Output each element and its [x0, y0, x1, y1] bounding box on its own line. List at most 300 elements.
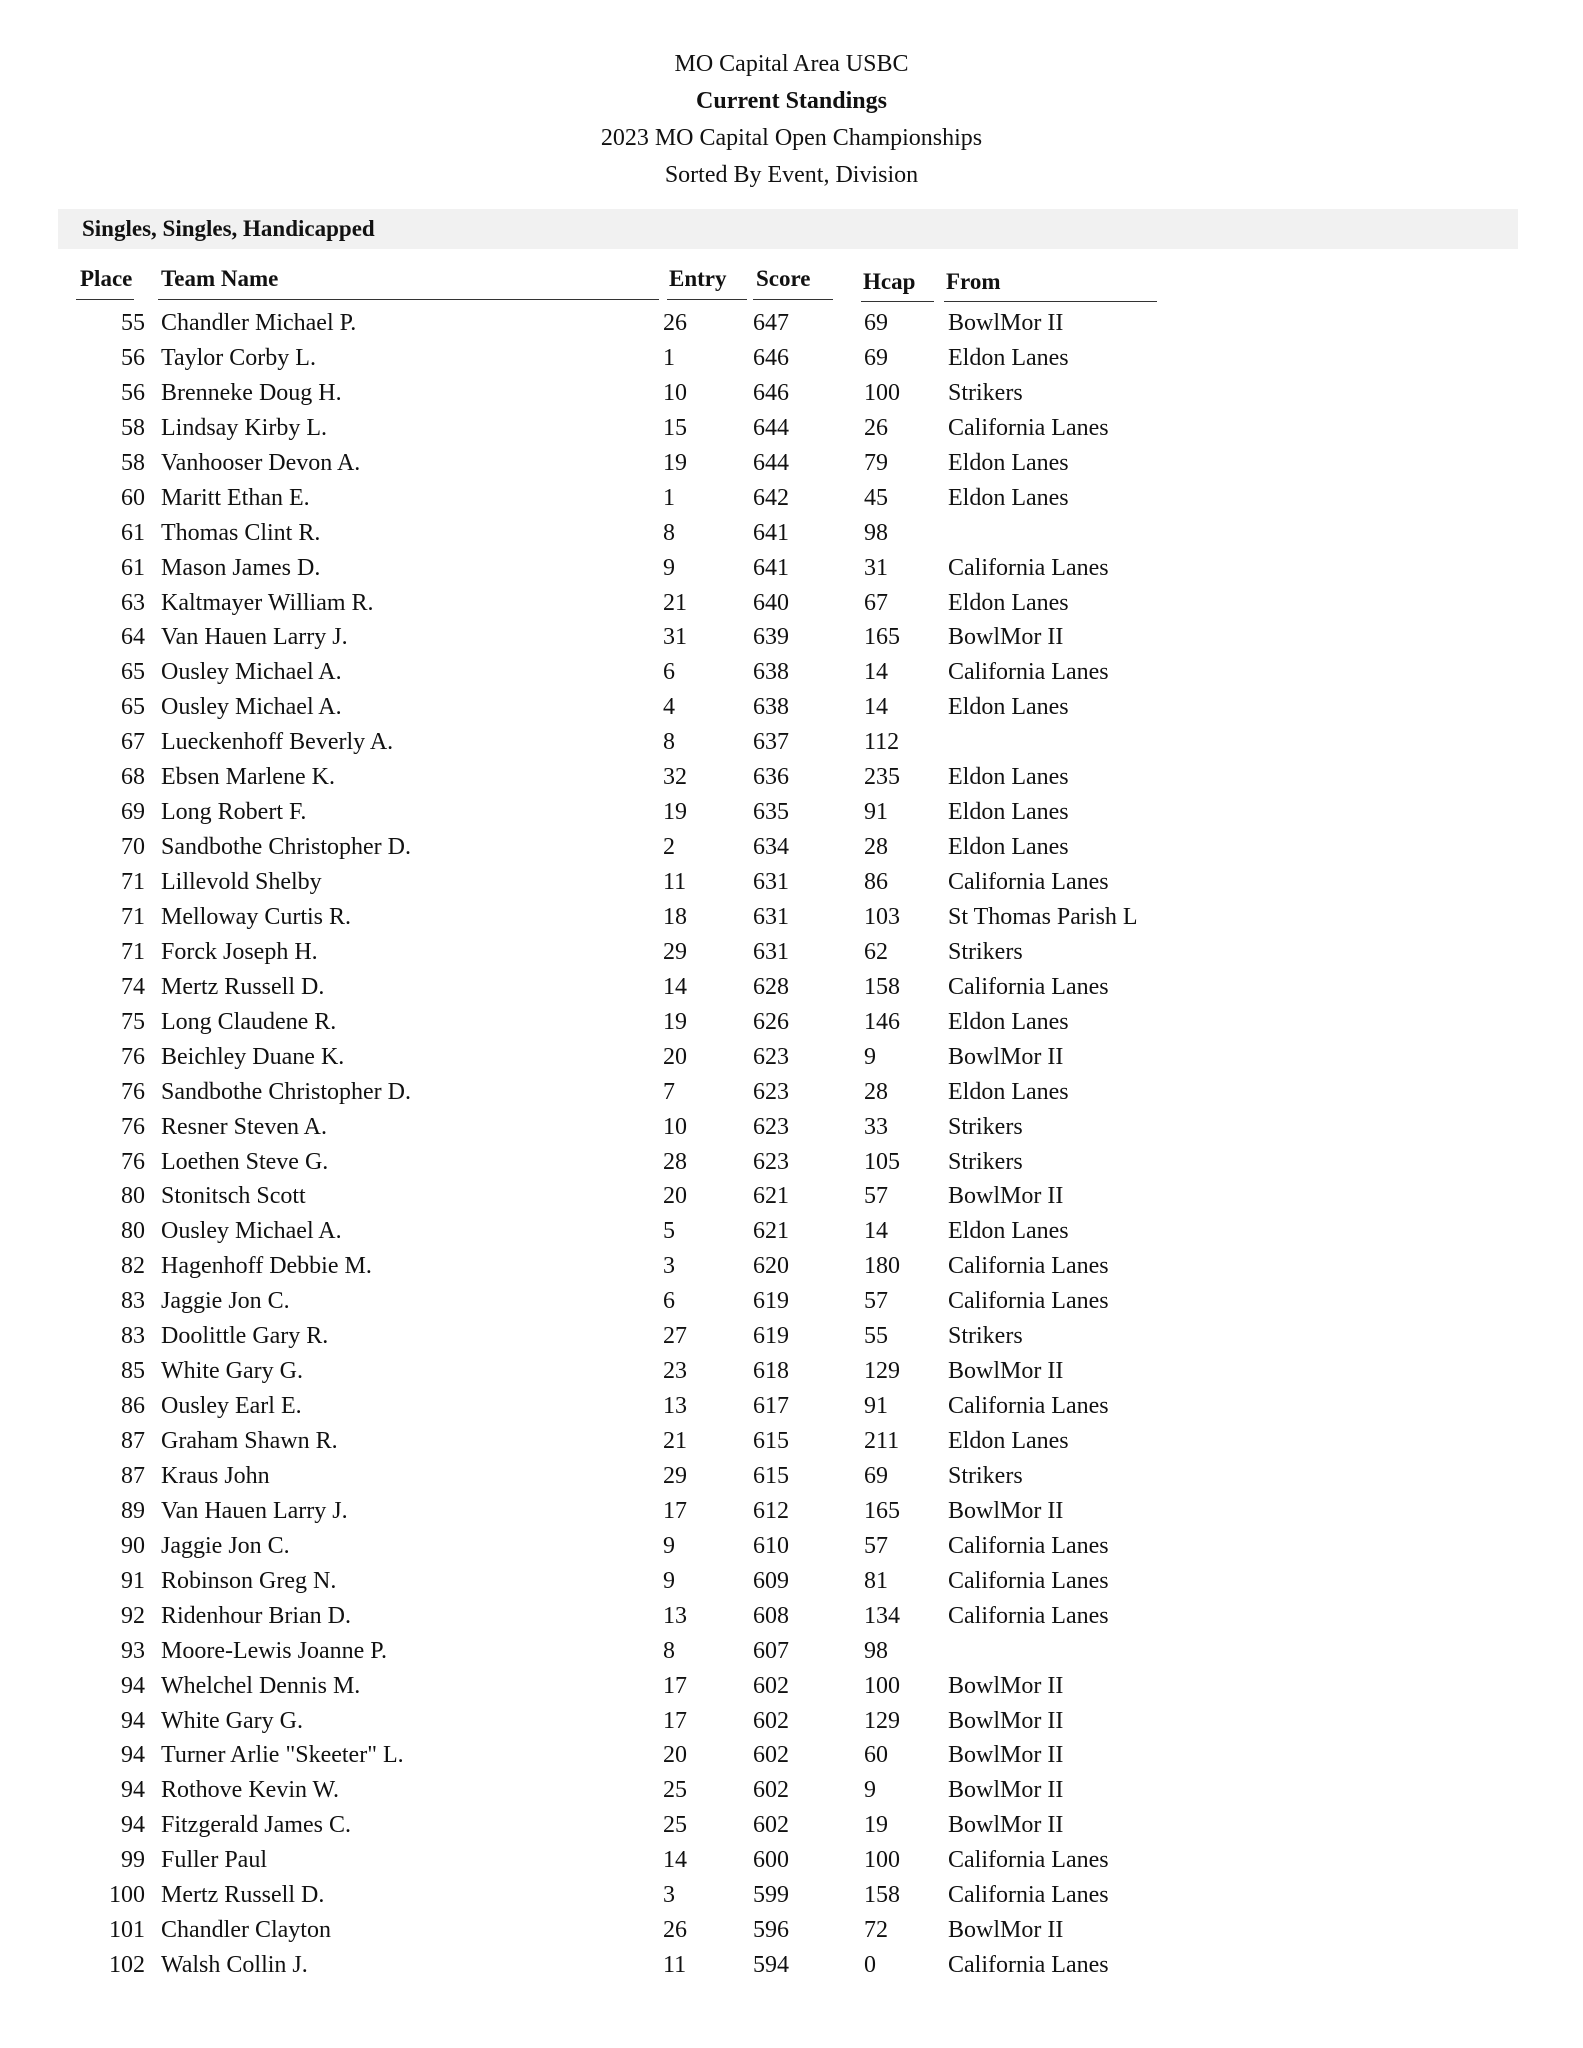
team-name-cell: Ridenhour Brian D. — [161, 1602, 351, 1629]
hcap-cell: 235 — [864, 764, 900, 791]
hcap-cell: 9 — [864, 1043, 876, 1070]
score-cell: 631 — [753, 903, 789, 930]
table-row — [0, 1354, 1583, 1389]
section-bar — [58, 209, 1518, 249]
place-cell: 76 — [121, 1078, 145, 1105]
team-name-cell: Whelchel Dennis M. — [161, 1672, 361, 1699]
place-cell: 65 — [121, 694, 145, 721]
header-rule-team-name — [158, 299, 659, 300]
team-name-cell: Hagenhoff Debbie M. — [161, 1253, 372, 1280]
hcap-cell: 19 — [864, 1812, 888, 1839]
place-cell: 83 — [121, 1323, 145, 1350]
from-cell: Eldon Lanes — [948, 799, 1069, 826]
from-cell: Eldon Lanes — [948, 1218, 1069, 1245]
place-cell: 65 — [121, 659, 145, 686]
table-row — [0, 551, 1583, 586]
team-name-cell: Kraus John — [161, 1462, 270, 1489]
place-cell: 55 — [121, 310, 145, 336]
table-row — [0, 1005, 1583, 1040]
place-cell: 68 — [121, 764, 145, 791]
team-name-cell: Brenneke Doug H. — [161, 379, 342, 406]
entry-cell: 14 — [663, 1847, 687, 1874]
from-cell: California Lanes — [948, 554, 1109, 581]
table-row — [0, 306, 1583, 341]
entry-cell: 8 — [663, 519, 675, 546]
score-cell: 619 — [753, 1323, 789, 1350]
from-cell: Strikers — [948, 1148, 1023, 1175]
score-cell: 619 — [753, 1288, 789, 1315]
hcap-cell: 28 — [864, 834, 888, 861]
from-cell: Eldon Lanes — [948, 1078, 1069, 1105]
entry-cell: 10 — [663, 379, 687, 406]
score-cell: 623 — [753, 1148, 789, 1175]
from-cell: California Lanes — [948, 1532, 1109, 1559]
team-name-cell: Lindsay Kirby L. — [161, 414, 327, 441]
section-title: Singles, Singles, Handicapped — [82, 216, 375, 241]
hcap-cell: 98 — [864, 519, 888, 546]
table-row — [0, 1878, 1583, 1913]
score-cell: 641 — [753, 519, 789, 546]
hcap-cell: 67 — [864, 589, 888, 616]
from-cell: California Lanes — [948, 1952, 1109, 1979]
score-cell: 628 — [753, 973, 789, 1000]
hcap-cell: 100 — [864, 1672, 900, 1699]
hcap-cell: 62 — [864, 938, 888, 965]
score-cell: 637 — [753, 729, 789, 756]
table-row — [0, 341, 1583, 376]
team-name-cell: Ousley Earl E. — [161, 1393, 302, 1420]
place-cell: 76 — [121, 1113, 145, 1140]
entry-cell: 13 — [663, 1602, 687, 1629]
team-name-cell: Graham Shawn R. — [161, 1428, 338, 1454]
hcap-cell: 69 — [864, 1462, 888, 1489]
entry-cell: 6 — [663, 659, 675, 686]
place-cell: 60 — [121, 484, 145, 511]
score-cell: 639 — [753, 624, 789, 651]
place-cell: 94 — [121, 1707, 145, 1734]
entry-cell: 21 — [663, 1428, 687, 1454]
place-cell: 89 — [121, 1497, 145, 1524]
team-name-cell: Ousley Michael A. — [161, 659, 342, 686]
hcap-cell: 69 — [864, 344, 888, 371]
table-row — [0, 760, 1583, 795]
table-row — [0, 725, 1583, 760]
from-cell: BowlMor II — [948, 1777, 1064, 1804]
table-row — [0, 411, 1583, 446]
column-header-entry: Entry — [669, 266, 727, 291]
place-cell: 100 — [109, 1882, 145, 1909]
team-name-cell: Mertz Russell D. — [161, 1882, 325, 1909]
entry-cell: 25 — [663, 1777, 687, 1804]
team-name-cell: White Gary G. — [161, 1358, 303, 1385]
score-cell: 636 — [753, 764, 789, 791]
score-cell: 602 — [753, 1777, 789, 1804]
entry-cell: 8 — [663, 729, 675, 756]
hcap-cell: 103 — [864, 903, 900, 930]
score-cell: 646 — [753, 344, 789, 371]
hcap-cell: 211 — [864, 1428, 900, 1454]
from-cell: Strikers — [948, 938, 1023, 965]
entry-cell: 17 — [663, 1672, 687, 1699]
table-row — [0, 1249, 1583, 1284]
place-cell: 102 — [109, 1952, 145, 1979]
hcap-cell: 14 — [864, 1218, 888, 1245]
team-name-cell: White Gary G. — [161, 1707, 303, 1734]
entry-cell: 29 — [663, 938, 687, 965]
score-cell: 596 — [753, 1917, 789, 1944]
table-row — [0, 1040, 1583, 1075]
hcap-cell: 129 — [864, 1707, 900, 1734]
place-cell: 58 — [121, 414, 145, 441]
table-row — [0, 1145, 1583, 1180]
from-cell: California Lanes — [948, 1567, 1109, 1594]
hcap-cell: 165 — [864, 1497, 900, 1524]
table-row — [0, 376, 1583, 411]
table-row — [0, 795, 1583, 830]
score-cell: 620 — [753, 1253, 789, 1280]
entry-cell: 5 — [663, 1218, 675, 1245]
table-row — [0, 1179, 1583, 1214]
team-name-cell: Mason James D. — [161, 554, 321, 581]
table-row — [0, 1808, 1583, 1843]
entry-cell: 4 — [663, 694, 675, 721]
header-rule-entry — [667, 299, 747, 300]
table-row — [0, 970, 1583, 1005]
from-cell: Eldon Lanes — [948, 1008, 1069, 1035]
entry-cell: 19 — [663, 1008, 687, 1035]
from-cell: California Lanes — [948, 1847, 1109, 1874]
from-cell: California Lanes — [948, 1288, 1109, 1315]
from-cell: BowlMor II — [948, 1358, 1064, 1385]
from-cell: Strikers — [948, 1462, 1023, 1489]
entry-cell: 2 — [663, 834, 675, 861]
hcap-cell: 57 — [864, 1532, 888, 1559]
entry-cell: 17 — [663, 1497, 687, 1524]
score-cell: 600 — [753, 1847, 789, 1874]
team-name-cell: Beichley Duane K. — [161, 1043, 345, 1070]
entry-cell: 9 — [663, 1567, 675, 1594]
score-cell: 609 — [753, 1567, 789, 1594]
entry-cell: 7 — [663, 1078, 675, 1105]
place-cell: 74 — [121, 973, 145, 1000]
entry-cell: 31 — [663, 624, 687, 651]
score-cell: 621 — [753, 1218, 789, 1245]
from-cell: Eldon Lanes — [948, 589, 1069, 616]
place-cell: 99 — [121, 1847, 145, 1874]
hcap-cell: 55 — [864, 1323, 888, 1350]
table-row — [0, 1843, 1583, 1878]
hcap-cell: 165 — [864, 624, 900, 651]
column-header-team-name: Team Name — [161, 266, 279, 291]
team-name-cell: Chandler Clayton — [161, 1917, 331, 1944]
place-cell: 63 — [121, 589, 145, 616]
score-cell: 638 — [753, 694, 789, 721]
team-name-cell: Fitzgerald James C. — [161, 1812, 351, 1839]
team-name-cell: Taylor Corby L. — [161, 344, 316, 371]
entry-cell: 15 — [663, 414, 687, 441]
team-name-cell: Resner Steven A. — [161, 1113, 327, 1140]
header-rule-score — [753, 299, 833, 300]
table-row — [0, 935, 1583, 970]
entry-cell: 6 — [663, 1288, 675, 1315]
place-cell: 101 — [109, 1917, 145, 1944]
entry-cell: 1 — [663, 484, 675, 511]
entry-cell: 26 — [663, 310, 687, 336]
team-name-cell: Ousley Michael A. — [161, 694, 342, 721]
hcap-cell: 146 — [864, 1008, 900, 1035]
team-name-cell: Melloway Curtis R. — [161, 903, 351, 930]
hcap-cell: 180 — [864, 1253, 900, 1280]
place-cell: 58 — [121, 449, 145, 476]
from-cell: California Lanes — [948, 1602, 1109, 1629]
team-name-cell: Long Claudene R. — [161, 1008, 337, 1035]
report-title: Current Standings — [696, 88, 887, 114]
place-cell: 82 — [121, 1253, 145, 1280]
from-cell: California Lanes — [948, 1393, 1109, 1420]
hcap-cell: 14 — [864, 694, 888, 721]
from-cell: California Lanes — [948, 414, 1109, 441]
org-name: MO Capital Area USBC — [674, 51, 909, 77]
team-name-cell: Vanhooser Devon A. — [161, 449, 361, 476]
from-cell: Strikers — [948, 379, 1023, 406]
entry-cell: 23 — [663, 1358, 687, 1385]
place-cell: 92 — [121, 1602, 145, 1629]
entry-cell: 9 — [663, 1532, 675, 1559]
place-cell: 76 — [121, 1148, 145, 1175]
team-name-cell: Chandler Michael P. — [161, 310, 357, 336]
entry-cell: 8 — [663, 1637, 675, 1664]
from-cell: BowlMor II — [948, 1183, 1064, 1210]
table-row — [0, 1704, 1583, 1739]
hcap-cell: 112 — [864, 729, 900, 756]
score-cell: 608 — [753, 1602, 789, 1629]
place-cell: 69 — [121, 799, 145, 826]
score-cell: 635 — [753, 799, 789, 826]
score-cell: 631 — [753, 938, 789, 965]
table-row — [0, 1284, 1583, 1319]
place-cell: 76 — [121, 1043, 145, 1070]
table-row — [0, 586, 1583, 621]
table-row — [0, 1913, 1583, 1948]
place-cell: 61 — [121, 554, 145, 581]
place-cell: 67 — [121, 729, 145, 756]
score-cell: 638 — [753, 659, 789, 686]
table-row — [0, 516, 1583, 551]
from-cell: Eldon Lanes — [948, 484, 1069, 511]
place-cell: 91 — [121, 1567, 145, 1594]
place-cell: 61 — [121, 519, 145, 546]
entry-cell: 1 — [663, 344, 675, 371]
score-cell: 617 — [753, 1393, 789, 1420]
score-cell: 612 — [753, 1497, 789, 1524]
hcap-cell: 69 — [864, 310, 888, 336]
entry-cell: 25 — [663, 1812, 687, 1839]
from-cell: BowlMor II — [948, 1043, 1064, 1070]
team-name-cell: Walsh Collin J. — [161, 1952, 308, 1979]
score-cell: 626 — [753, 1008, 789, 1035]
from-cell: BowlMor II — [948, 1672, 1064, 1699]
entry-cell: 14 — [663, 973, 687, 1000]
score-cell: 602 — [753, 1672, 789, 1699]
from-cell: BowlMor II — [948, 1917, 1064, 1944]
score-cell: 602 — [753, 1707, 789, 1734]
place-cell: 56 — [121, 344, 145, 371]
from-cell: BowlMor II — [948, 1812, 1064, 1839]
from-cell: St Thomas Parish L — [948, 903, 1138, 930]
place-cell: 71 — [121, 869, 145, 895]
place-cell: 70 — [121, 834, 145, 861]
from-cell: California Lanes — [948, 1882, 1109, 1909]
score-cell: 621 — [753, 1183, 789, 1210]
table-row — [0, 620, 1583, 655]
from-cell: BowlMor II — [948, 624, 1064, 651]
score-cell: 647 — [753, 310, 789, 336]
from-cell: Eldon Lanes — [948, 449, 1069, 476]
team-name-cell: Robinson Greg N. — [161, 1567, 337, 1594]
column-header-place: Place — [80, 266, 133, 291]
from-cell: California Lanes — [948, 973, 1109, 1000]
table-row — [0, 1599, 1583, 1634]
score-cell: 644 — [753, 414, 789, 441]
hcap-cell: 100 — [864, 379, 900, 406]
place-cell: 75 — [121, 1008, 145, 1035]
score-cell: 607 — [753, 1637, 789, 1664]
report-header — [0, 46, 1583, 194]
entry-cell: 21 — [663, 589, 687, 616]
hcap-cell: 33 — [864, 1113, 888, 1140]
entry-cell: 20 — [663, 1043, 687, 1070]
table-row — [0, 1564, 1583, 1599]
table-row — [0, 1669, 1583, 1704]
place-cell: 71 — [121, 938, 145, 965]
score-cell: 644 — [753, 449, 789, 476]
score-cell: 623 — [753, 1113, 789, 1140]
score-cell: 602 — [753, 1742, 789, 1769]
hcap-cell: 28 — [864, 1078, 888, 1105]
hcap-cell: 14 — [864, 659, 888, 686]
hcap-cell: 26 — [864, 414, 888, 441]
entry-cell: 3 — [663, 1882, 675, 1909]
from-cell: California Lanes — [948, 869, 1109, 895]
tournament-name: 2023 MO Capital Open Championships — [600, 125, 983, 151]
team-name-cell: Fuller Paul — [161, 1847, 267, 1874]
score-cell: 615 — [753, 1428, 789, 1454]
team-name-cell: Van Hauen Larry J. — [161, 624, 348, 651]
place-cell: 64 — [121, 624, 145, 651]
place-cell: 83 — [121, 1288, 145, 1315]
place-cell: 93 — [121, 1637, 145, 1664]
from-cell: California Lanes — [948, 659, 1109, 686]
sort-description: Sorted By Event, Division — [664, 162, 919, 188]
score-cell: 641 — [753, 554, 789, 581]
hcap-cell: 0 — [864, 1952, 876, 1979]
place-cell: 80 — [121, 1183, 145, 1210]
hcap-cell: 45 — [864, 484, 888, 511]
entry-cell: 20 — [663, 1183, 687, 1210]
hcap-cell: 129 — [864, 1358, 900, 1385]
from-cell: BowlMor II — [948, 1707, 1064, 1734]
hcap-cell: 9 — [864, 1777, 876, 1804]
team-name-cell: Forck Joseph H. — [161, 938, 318, 965]
table-row — [0, 1948, 1583, 1983]
score-cell: 623 — [753, 1078, 789, 1105]
hcap-cell: 57 — [864, 1183, 888, 1210]
team-name-cell: Jaggie Jon C. — [161, 1532, 290, 1559]
place-cell: 80 — [121, 1218, 145, 1245]
hcap-cell: 134 — [864, 1602, 900, 1629]
hcap-cell: 100 — [864, 1847, 900, 1874]
table-row — [0, 446, 1583, 481]
place-cell: 90 — [121, 1532, 145, 1559]
team-name-cell: Ousley Michael A. — [161, 1218, 342, 1245]
place-cell: 86 — [121, 1393, 145, 1420]
score-cell: 610 — [753, 1532, 789, 1559]
score-cell: 642 — [753, 484, 789, 511]
table-row — [0, 1110, 1583, 1145]
from-cell: California Lanes — [948, 1253, 1109, 1280]
score-cell: 602 — [753, 1812, 789, 1839]
column-header-from: From — [946, 269, 1001, 294]
from-cell: Strikers — [948, 1113, 1023, 1140]
hcap-cell: 81 — [864, 1567, 888, 1594]
hcap-cell: 86 — [864, 869, 888, 895]
table-row — [0, 690, 1583, 725]
team-name-cell: Doolittle Gary R. — [161, 1323, 329, 1350]
table-row — [0, 900, 1583, 935]
team-name-cell: Lillevold Shelby — [161, 869, 322, 895]
entry-cell: 18 — [663, 903, 687, 930]
entry-cell: 9 — [663, 554, 675, 581]
place-cell: 94 — [121, 1742, 145, 1769]
score-cell: 631 — [753, 869, 789, 895]
table-row — [0, 865, 1583, 900]
score-cell: 618 — [753, 1358, 789, 1385]
from-cell: BowlMor II — [948, 1497, 1064, 1524]
team-name-cell: Kaltmayer William R. — [161, 589, 374, 616]
team-name-cell: Mertz Russell D. — [161, 973, 325, 1000]
hcap-cell: 91 — [864, 799, 888, 826]
entry-cell: 29 — [663, 1462, 687, 1489]
place-cell: 87 — [121, 1462, 145, 1489]
team-name-cell: Ebsen Marlene K. — [161, 764, 335, 791]
place-cell: 94 — [121, 1672, 145, 1699]
header-rule-from — [944, 301, 1157, 302]
team-name-cell: Long Robert F. — [161, 799, 307, 826]
header-rule-hcap — [861, 301, 934, 302]
hcap-cell: 79 — [864, 449, 888, 476]
table-row — [0, 1389, 1583, 1424]
score-cell: 599 — [753, 1882, 789, 1909]
table-row — [0, 1738, 1583, 1773]
score-cell: 623 — [753, 1043, 789, 1070]
from-cell: Eldon Lanes — [948, 344, 1069, 371]
table-row — [0, 481, 1583, 516]
team-name-cell: Rothove Kevin W. — [161, 1777, 339, 1804]
entry-cell: 13 — [663, 1393, 687, 1420]
table-row — [0, 1494, 1583, 1529]
team-name-cell: Maritt Ethan E. — [161, 484, 310, 511]
table-row — [0, 1319, 1583, 1354]
hcap-cell: 98 — [864, 1637, 888, 1664]
entry-cell: 19 — [663, 449, 687, 476]
team-name-cell: Turner Arlie "Skeeter" L. — [161, 1742, 404, 1769]
table-row — [0, 1634, 1583, 1669]
hcap-cell: 72 — [864, 1917, 888, 1944]
table-row — [0, 655, 1583, 690]
place-cell: 94 — [121, 1777, 145, 1804]
table-row — [0, 1459, 1583, 1494]
header-rule-place — [76, 299, 134, 300]
